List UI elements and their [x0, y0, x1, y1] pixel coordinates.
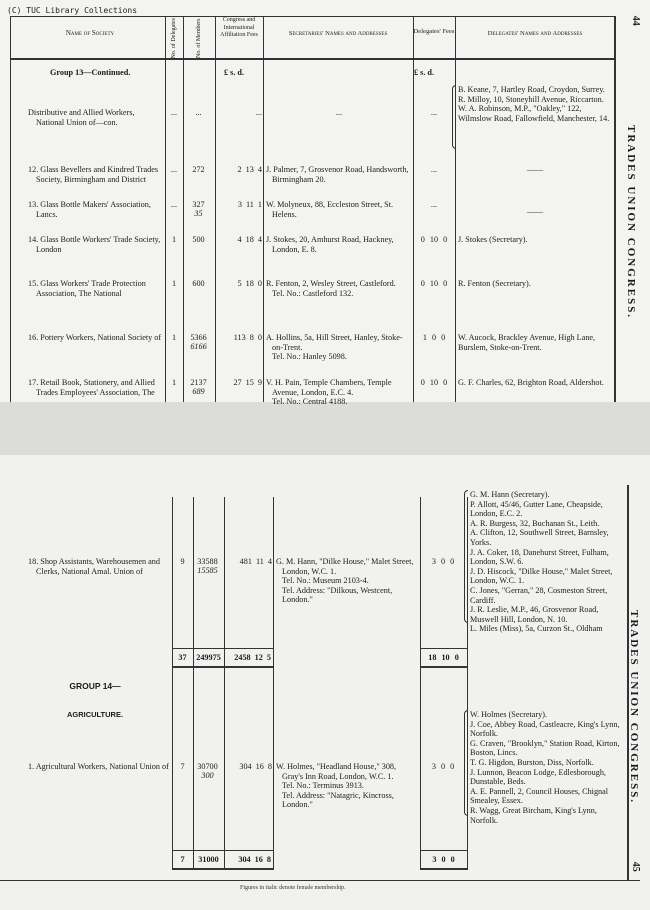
delegates-fees: ...: [430, 108, 438, 117]
column-rule: [455, 16, 456, 402]
secretary-address: G. M. Hann, "Dilke House," Malet Street, London, W.C. 1. Tel. No.: Museum 2103-4. Tel. Address: "Dilkous, Westcent, London.": [276, 557, 414, 605]
delegates-count: 9: [180, 557, 185, 566]
delegates-names: G. M. Hann (Secretary). P. Allott, 45/46, Gutter Lane, Cheapside, London, E.C. 2. A. R. Burgess, 32, Buchanan St., Leith. A. Clifton, 12, Southwell Street, Barnsley, Yorks. J. A. Coker, 18, Danehurst Street, Fulham, London, S.W. 6. J. D. Hiscock, "Dilke House," Malet Street, London, W.C. 1. C. Jones, "Gerran," 28, Cosmeston Street, Cardiff. J. R. Leslie, M.P., 46, Grosvenor Road, Muswell Hill, London, N. 10. L. Miles (Miss), 5a, Curzon St., Oldham: [470, 490, 613, 634]
page-number-45: 45: [629, 861, 641, 872]
delegates-fees: ...: [430, 165, 438, 174]
delegates-count: 1: [171, 235, 177, 244]
affiliation-fees: 5 18 0: [237, 279, 262, 288]
delegates-count: 1: [171, 333, 177, 342]
delegates-fees: 0 10 0: [420, 279, 448, 288]
delegates-names: ——: [526, 165, 544, 174]
society-name: 13. Glass Bottle Makers' Association, Lancs.: [28, 200, 151, 219]
delegates-names: B. Keane, 7, Hartley Road, Croydon, Surrey. R. Milloy, 10, Stoneyhill Avenue, Riccarton. W. A. Robinson, M.P., "Oakley," 122, Wilmslow Road, Fallowfield, Manchester, 14.: [458, 85, 610, 123]
society-name: 18. Shop Assistants, Warehousemen and Clerks, National Amal. Union of: [28, 557, 160, 576]
society-name: 16. Pottery Workers, National Society of: [28, 333, 162, 342]
affiliation-fees: ...: [255, 108, 262, 117]
delegates-fees: 3 0 0: [431, 762, 455, 771]
secretary-address: V. H. Pain, Temple Chambers, Temple Avenue, London, E.C. 4. Tel. No.: Central 4188.: [266, 378, 392, 407]
members-count: 500: [192, 235, 205, 244]
group-13-heading: Group 13—Continued.: [50, 68, 131, 77]
currency-header-del-fees: £ s. d.: [414, 68, 435, 77]
delegates-brace: [464, 710, 468, 816]
column-rule: [420, 497, 421, 870]
row-rule: [420, 850, 467, 851]
total-members: 249975: [196, 653, 221, 662]
column-rule: [615, 16, 616, 402]
members-count: 2137: [190, 378, 207, 387]
delegates-fees: 0 10 0: [420, 235, 448, 244]
female-members-count: 689: [192, 387, 205, 396]
delegates-names: W. Aucock, Brackley Avenue, High Lane, Burslem, Stoke-on-Trent.: [458, 333, 596, 352]
female-members-count: 300: [201, 771, 214, 780]
affiliation-fees: 304 16 8: [239, 762, 272, 771]
header-affiliation-fees: Congress and International Affiliation Fees: [220, 17, 258, 38]
delegates-names: ——: [526, 207, 544, 216]
total-fees: 304 16 8: [238, 855, 271, 864]
society-name: 1. Agricultural Workers, National Union of: [28, 762, 169, 771]
affiliation-fees: 481 11 4: [239, 557, 272, 566]
watermark: (C) TUC Library Collections: [7, 6, 138, 15]
group-14-heading: GROUP 14—: [69, 681, 121, 691]
row-rule: [172, 648, 273, 649]
header-no-of-delegates: No. of Delegates: [170, 18, 177, 59]
header-secretaries: Secretaries' Names and Addresses: [288, 30, 388, 37]
secretary-address: R. Fenton, 2, Wesley Street, Castleford. Tel. No.: Castleford 132.: [266, 279, 396, 298]
currency-header-fees: £ s. d.: [224, 68, 245, 77]
society-name: 12. Glass Bevellers and Kindred Trades Society, Birmingham and District: [28, 165, 159, 184]
secretary-address: A. Hollins, 5a, Hill Street, Hanley, Stoke-on-Trent. Tel. No.: Hanley 5098.: [266, 333, 403, 362]
row-rule: [420, 868, 467, 870]
female-members-count: 6166: [190, 342, 207, 351]
society-name: 14. Glass Bottle Workers' Trade Society, London: [28, 235, 161, 254]
column-rule: [10, 16, 11, 402]
header-no-of-members: No. of Members: [195, 18, 202, 58]
members-count: 30700: [197, 762, 218, 771]
affiliation-fees: 2 13 4: [237, 165, 262, 174]
delegates-fees: 0 10 0: [420, 378, 448, 387]
society-name: 15. Glass Workers' Trade Protection Association, The National: [28, 279, 146, 298]
column-rule: [193, 497, 194, 870]
delegates-names: G. F. Charles, 62, Brighton Road, Aldershot.: [458, 378, 604, 387]
society-name: Distributive and Allied Workers, National Union of—con.: [28, 108, 135, 127]
header-delegates-fees: Delegates' Fees: [413, 28, 455, 35]
secretary-address: J. Palmer, 7, Grosvenor Road, Handsworth, Birmingham 20.: [266, 165, 409, 184]
delegates-fees: 1 0 0: [422, 333, 446, 342]
secretary-address: ...: [335, 108, 343, 117]
row-rule: [10, 59, 615, 60]
column-rule: [172, 497, 173, 870]
members-count: 272: [192, 165, 205, 174]
column-rule: [273, 497, 274, 870]
page-number-44: 44: [629, 15, 641, 26]
running-title-page-45: TRADES UNION CONGRESS.: [628, 610, 640, 805]
delegates-names: R. Fenton (Secretary).: [458, 279, 531, 288]
row-rule: [10, 16, 615, 17]
total-delegates: 7: [180, 855, 185, 864]
members-count: 5366: [190, 333, 207, 342]
secretary-address: J. Stokes, 20, Amhurst Road, Hackney, London, E. 8.: [266, 235, 394, 254]
row-rule: [172, 850, 273, 851]
delegates-brace: [464, 490, 468, 623]
female-members-count: 15585: [197, 566, 218, 575]
row-rule: [420, 648, 467, 649]
delegates-count: 7: [180, 762, 185, 771]
header-delegates-names: Delegates' Names and Addresses: [487, 30, 583, 37]
delegates-names: J. Stokes (Secretary).: [458, 235, 528, 244]
column-rule: [224, 497, 225, 870]
delegates-fees: ...: [430, 200, 438, 209]
running-title-page-44: TRADES UNION CONGRESS.: [625, 125, 637, 320]
column-rule: [263, 16, 264, 402]
page-gutter: [0, 402, 650, 455]
delegates-brace: [452, 85, 456, 149]
delegates-count: 1: [171, 378, 177, 387]
total-fees: 2458 12 5: [234, 653, 271, 662]
delegates-names: W. Holmes (Secretary). J. Coe, Abbey Road, Castleacre, King's Lynn, Norfolk. G. Craven, "Brooklyn," Station Road, Kirton, Boston, Lincs. T. G. Higdon, Burston, Diss, Norfolk. J. Lunnon, Beacon Lodge, Edlesborough, Dunstable, Beds. A. E. Pannell, 2, Council Houses, Chignal Smealey, Essex. R. Wagg, Great Bircham, King's Lynn, Norfolk.: [470, 710, 620, 825]
group-14-subheading: AGRICULTURE.: [66, 710, 124, 719]
total-members: 31000: [198, 855, 219, 864]
members-count: 600: [192, 279, 205, 288]
footnote: Figures in italic denote female membership.: [240, 885, 346, 891]
society-name: 17. Retail Book, Stationery, and Allied Trades Employees' Association, The: [28, 378, 155, 397]
header-name-of-society: Name of Society: [65, 29, 115, 37]
column-rule: [614, 16, 615, 402]
delegates-count: 1: [171, 279, 177, 288]
members-count: 327: [192, 200, 205, 209]
members-count: 33588: [197, 557, 218, 566]
affiliation-fees: 113 8 0: [233, 333, 262, 342]
delegates-count: ...: [170, 108, 178, 117]
female-members-count: 35: [194, 209, 203, 218]
members-count: ...: [195, 108, 202, 117]
delegates-fees: 3 0 0: [431, 557, 455, 566]
row-rule: [172, 868, 273, 870]
total-delegates: 37: [178, 653, 187, 662]
affiliation-fees: 27 15 9: [233, 378, 262, 387]
delegates-count: ...: [170, 165, 178, 174]
delegates-count: ...: [170, 200, 178, 209]
secretary-address: W. Holmes, "Headland House," 308, Gray's Inn Road, London, W.C. 1. Tel. No.: Terminus 3913. Tel. Address: "Natagric, Kincross, London.": [276, 762, 397, 810]
row-rule: [172, 666, 273, 668]
total-delegates-fees: 18 10 0: [428, 653, 459, 662]
row-rule: [420, 666, 467, 668]
row-rule: [0, 880, 640, 881]
total-delegates-fees: 3 0 0: [432, 855, 455, 864]
secretary-address: W. Molyneux, 88, Eccleston Street, St. Helens.: [266, 200, 394, 219]
affiliation-fees: 3 11 1: [237, 200, 262, 209]
affiliation-fees: 4 18 4: [237, 235, 262, 244]
